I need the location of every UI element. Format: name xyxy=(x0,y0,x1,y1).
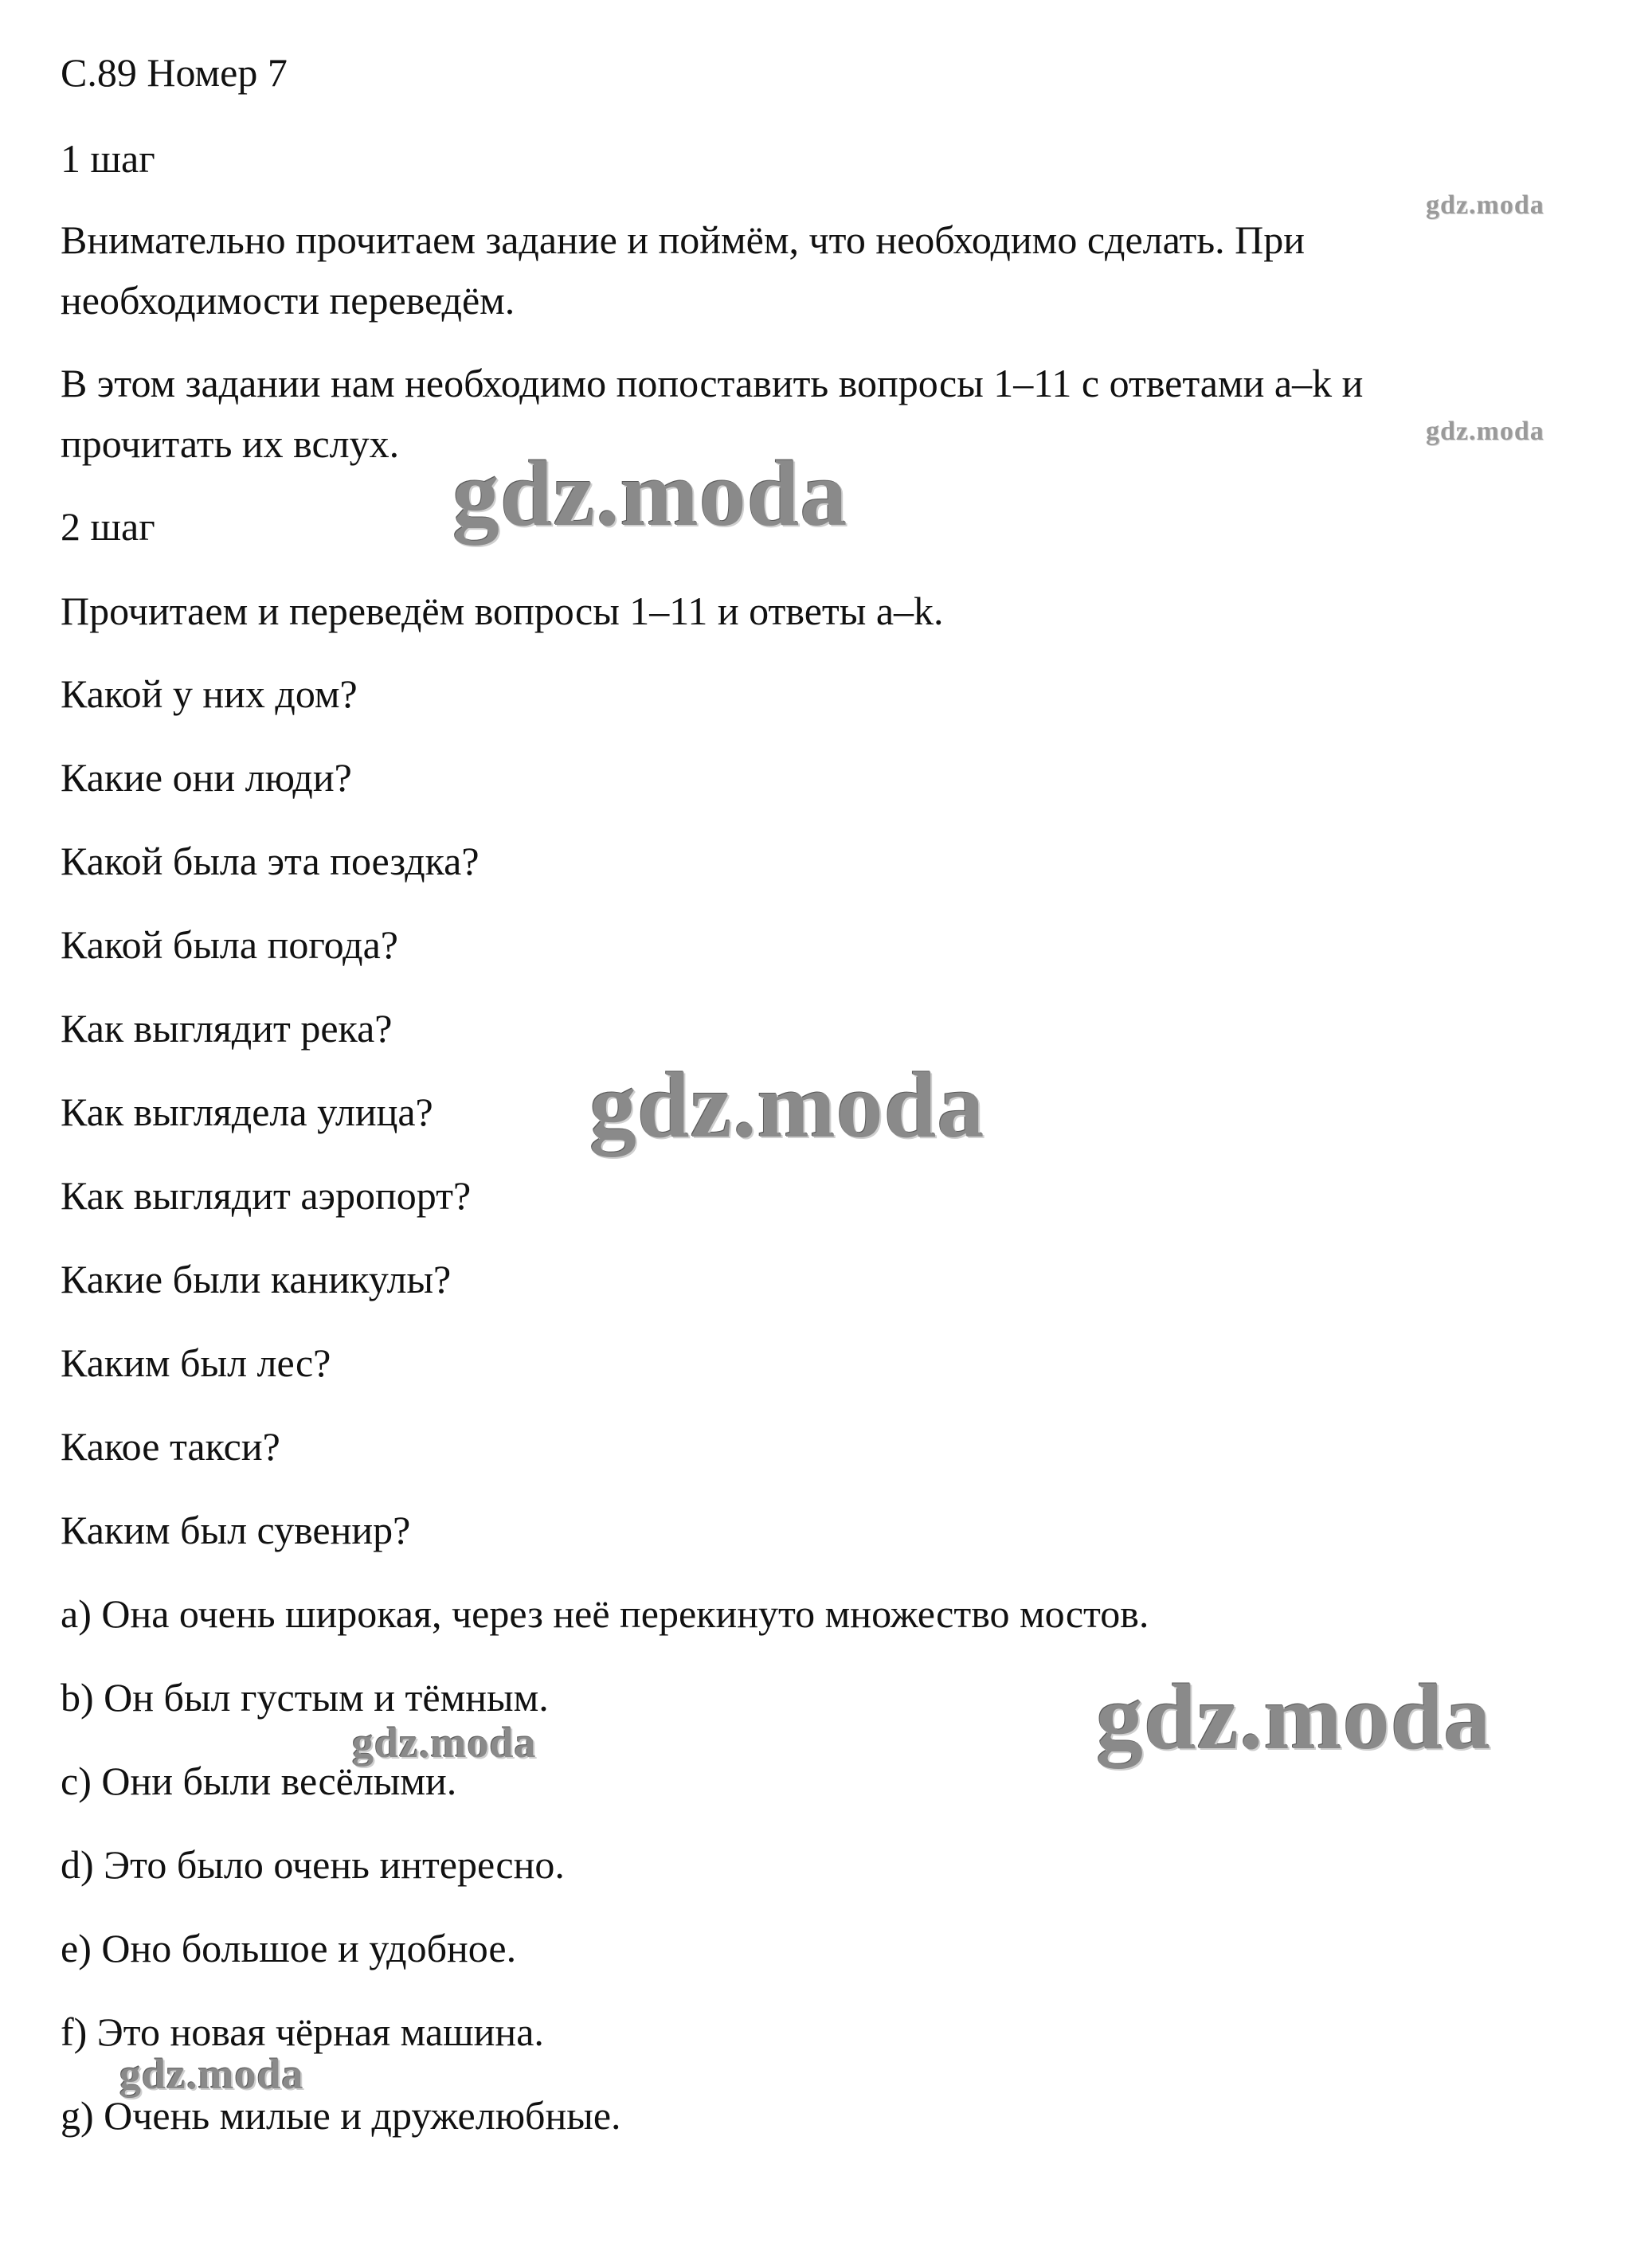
question-item: Как выглядела улица? xyxy=(61,1090,433,1134)
step-1-title: 1 шаг xyxy=(61,136,155,181)
step-2-title: 2 шаг xyxy=(61,504,155,549)
watermark: gdz.moda xyxy=(1426,417,1544,446)
question-item: Каким был лес? xyxy=(61,1340,331,1385)
answer-item: a) Она очень широкая, через неё перекинуто множество мостов. xyxy=(61,1591,1149,1636)
question-item: Какие они люди? xyxy=(61,755,352,800)
question-item: Какие были каникулы? xyxy=(61,1257,452,1301)
question-item: Каким был сувенир? xyxy=(61,1508,411,1552)
answer-item: e) Оно большое и удобное. xyxy=(61,1926,517,1970)
answer-item: f) Это новая чёрная машина. xyxy=(61,2009,544,2054)
answer-item: b) Он был густым и тёмным. xyxy=(61,1675,549,1720)
question-item: Как выглядит река? xyxy=(61,1006,393,1051)
task-line-2: прочитать их вслух. xyxy=(61,421,400,466)
question-item: Какой была погода? xyxy=(61,922,398,967)
answer-item: g) Очень милые и дружелюбные. xyxy=(61,2093,621,2138)
watermark: gdz.moda xyxy=(1426,190,1544,220)
question-item: Какой была эта поездка? xyxy=(61,839,480,883)
intro-line-1: Внимательно прочитаем задание и поймём, что необходимо сделать. При xyxy=(61,217,1306,262)
watermark: gdz.moda xyxy=(119,2050,304,2098)
question-item: Какое такси? xyxy=(61,1424,280,1469)
watermark: gdz.moda xyxy=(1096,1665,1492,1769)
question-item: Какой у них дом? xyxy=(61,671,358,716)
answer-item: d) Это было очень интересно. xyxy=(61,1842,565,1887)
answer-item: c) Они были весёлыми. xyxy=(61,1759,457,1803)
task-line-1: В этом задании нам необходимо попоставить вопросы 1–11 с ответами a–k и xyxy=(61,361,1364,405)
page-header: С.89 Номер 7 xyxy=(61,50,288,95)
question-item: Как выглядит аэропорт? xyxy=(61,1173,472,1218)
watermark: gdz.moda xyxy=(352,1719,537,1767)
step-2-text: Прочитаем и переведём вопросы 1–11 и ответы a–k. xyxy=(61,589,944,633)
watermark: gdz.moda xyxy=(589,1053,985,1157)
intro-line-2: необходимости переведём. xyxy=(61,278,515,323)
watermark: gdz.moda xyxy=(452,441,848,546)
